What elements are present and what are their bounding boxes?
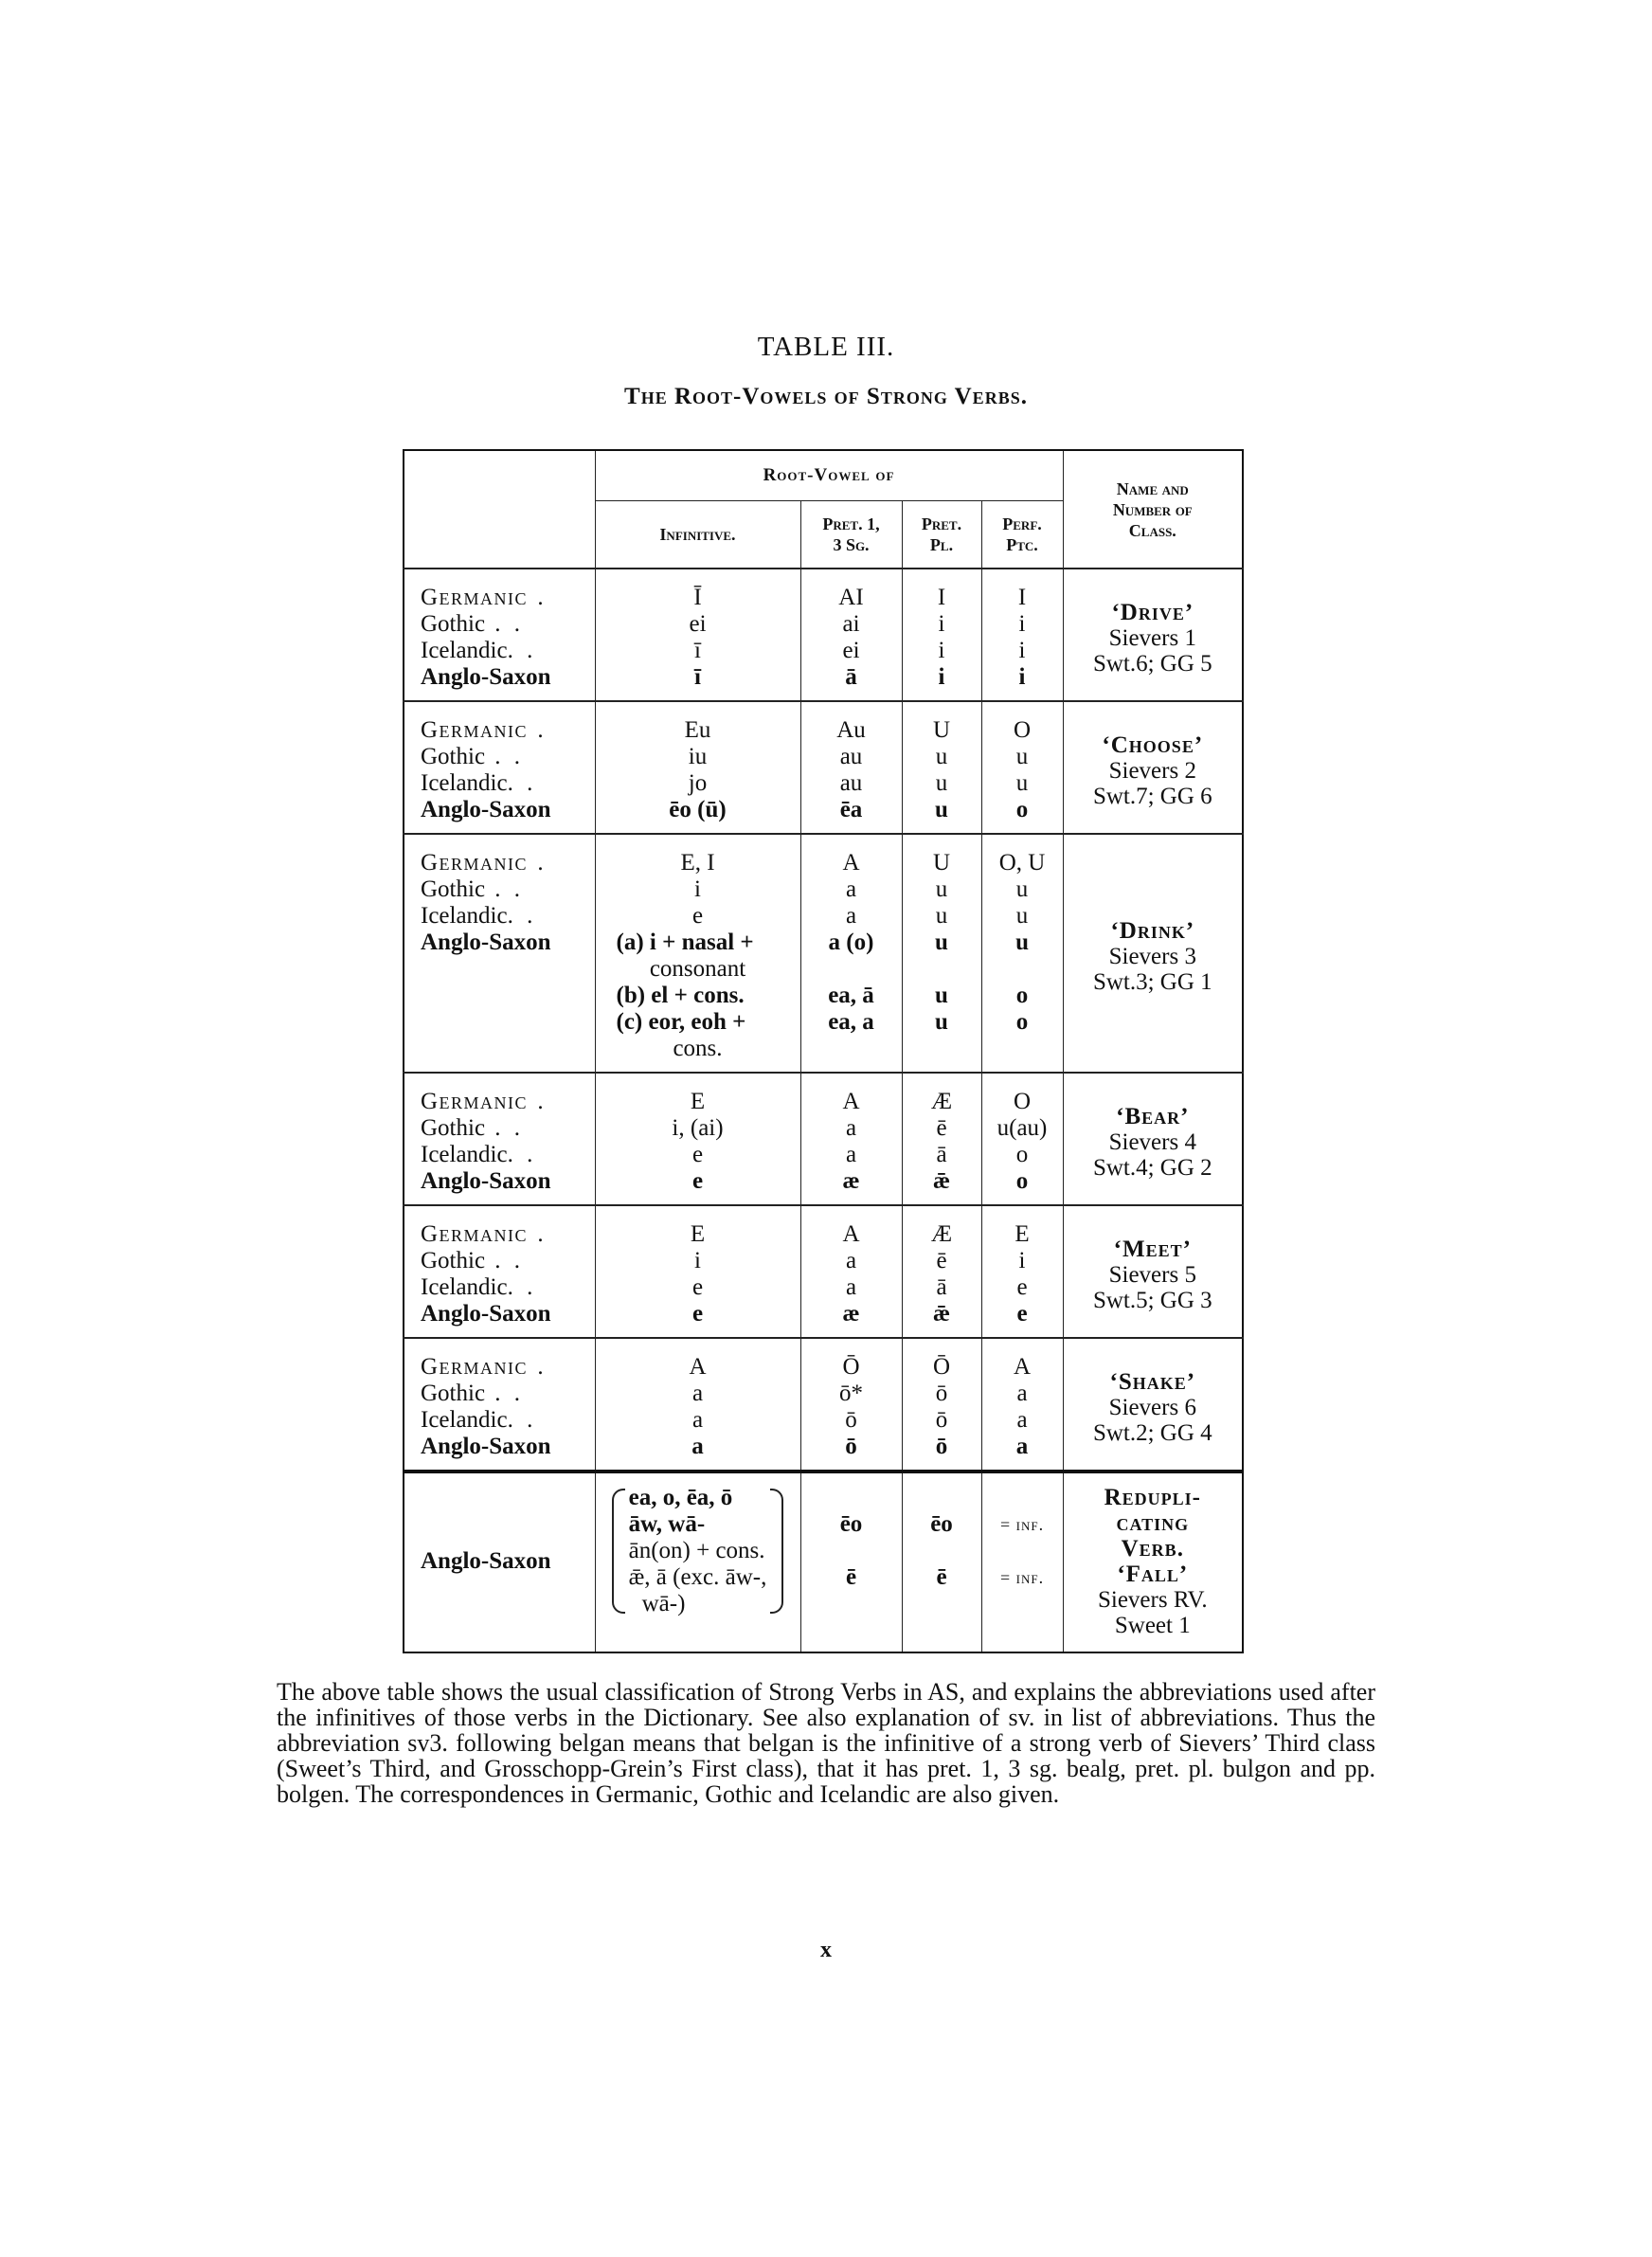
header-empty-cell bbox=[404, 450, 595, 569]
cell-value: wā-) bbox=[641, 1591, 686, 1616]
pp-cell bbox=[981, 1073, 1063, 1205]
header-pret-sg-line-2: 3 Sg. bbox=[833, 535, 870, 554]
brace-group bbox=[612, 1485, 784, 1617]
cell-value: Æ bbox=[930, 1221, 953, 1247]
cell-value: au bbox=[839, 770, 863, 796]
language-labels: Germanic . Gothic . . Icelandic. . Anglo-Saxon bbox=[404, 834, 595, 1073]
pret-pl-cell bbox=[902, 834, 981, 1073]
label-anglo-saxon: Anglo-Saxon bbox=[421, 664, 551, 690]
header-pret-sg-line-1: Pret. 1, bbox=[822, 515, 880, 533]
language-labels: Germanic . Gothic . . Icelandic. . Anglo-Saxon bbox=[404, 1205, 595, 1338]
cell-value: ei bbox=[689, 611, 707, 637]
cell-value: æ bbox=[842, 1301, 860, 1327]
class-sievers: Sievers RV. bbox=[1097, 1587, 1208, 1613]
cell-value: ǣ, ā (exc. āw-, bbox=[628, 1564, 767, 1590]
label-germanic: Germanic bbox=[421, 1089, 529, 1114]
cell-value: ān(on) + cons. bbox=[628, 1538, 765, 1563]
infinitive-cell bbox=[595, 1338, 800, 1472]
class-sweet: Swt.2; GG 4 bbox=[1092, 1419, 1212, 1446]
language-labels: Germanic . Gothic . . Icelandic. . Anglo-Saxon bbox=[404, 1073, 595, 1205]
cell-value: a bbox=[1016, 1381, 1028, 1406]
cell-value: U bbox=[932, 717, 951, 743]
cell-value: U bbox=[932, 850, 951, 876]
cell-value: a bbox=[845, 1142, 857, 1167]
cell-value: o bbox=[1015, 983, 1029, 1008]
pp-cell bbox=[981, 1205, 1063, 1338]
class-sievers: Sievers 4 bbox=[1108, 1128, 1196, 1155]
cell-value: Eu bbox=[684, 717, 711, 743]
class-name-cell bbox=[1063, 1073, 1243, 1205]
cell-value: a bbox=[845, 1248, 857, 1273]
cell-value: u bbox=[935, 983, 948, 1008]
infinitive-cell bbox=[595, 1205, 800, 1338]
infinitive-cell bbox=[595, 569, 800, 701]
label-anglo-saxon: Anglo-Saxon bbox=[421, 1301, 551, 1327]
cell-value: ēa bbox=[839, 797, 863, 822]
cell-value: e bbox=[691, 903, 704, 929]
label-gothic: Gothic bbox=[421, 744, 486, 769]
cell-value: au bbox=[839, 744, 863, 769]
cell-value: i bbox=[938, 611, 945, 637]
label-gothic: Gothic bbox=[421, 876, 486, 902]
class-name: cating bbox=[1116, 1510, 1190, 1536]
language-labels: Germanic . Gothic . . Icelandic. . Anglo-Saxon bbox=[404, 701, 595, 834]
pret-pl-cell bbox=[902, 1205, 981, 1338]
explanatory-note: The above table shows the usual classification of Strong Verbs in AS, and explains the abbreviations used after the infinitives of those verbs in the Dictionary. See also explanation of sv. in list of abbreviations. Thus the abbreviation sv3. following belgan means that belgan is the infinitive of a strong verb of Sievers’ Third class (Sweet’s Third, and Grosschopp-Grein’s First class), that it has pret. 1, 3 sg. bealg, pret. pl. bulgon and pp. bolgen. The correspondences in Germanic, Gothic and Icelandic are also given. bbox=[277, 1678, 1375, 1808]
pret-sg-cell bbox=[800, 569, 902, 701]
class-sweet: Swt.6; GG 5 bbox=[1092, 650, 1212, 677]
cell-value: u bbox=[1015, 744, 1029, 769]
cell-value: ēo bbox=[930, 1511, 953, 1537]
cell-value: ēo (ū) bbox=[669, 797, 727, 822]
cell-value: = inf. bbox=[999, 1515, 1045, 1534]
cell-value: i bbox=[1018, 1248, 1026, 1273]
cell-value: o bbox=[1015, 1142, 1029, 1167]
label-icelandic: Icelandic bbox=[421, 1407, 508, 1433]
infinitive-cell bbox=[595, 1073, 800, 1205]
cell-value: E bbox=[1015, 1221, 1030, 1247]
infinitive-cell bbox=[595, 1472, 800, 1652]
cell-value: o bbox=[1015, 797, 1029, 822]
cell-value: i bbox=[1018, 664, 1026, 690]
class-name-cell bbox=[1063, 1205, 1243, 1338]
pp-cell bbox=[981, 701, 1063, 834]
cell-value: ō bbox=[935, 1381, 948, 1406]
class-sievers: Sievers 5 bbox=[1108, 1261, 1196, 1288]
class-name-cell bbox=[1063, 834, 1243, 1073]
header-preterite-singular bbox=[800, 501, 902, 569]
pret-sg-cell bbox=[800, 1205, 902, 1338]
class-name: ‘Drive’ bbox=[1111, 599, 1194, 625]
cell-value: I bbox=[937, 585, 946, 610]
class-name-cell bbox=[1063, 1338, 1243, 1472]
cell-value: u bbox=[935, 903, 948, 929]
cell-value: O bbox=[1013, 1089, 1032, 1114]
cell-value: consonant bbox=[649, 956, 746, 982]
cell-value: e bbox=[691, 1274, 704, 1300]
cell-value: Ō bbox=[842, 1354, 860, 1380]
label-gothic: Gothic bbox=[421, 611, 486, 637]
label-gothic: Gothic bbox=[421, 1115, 486, 1141]
cell-value: ī bbox=[694, 664, 701, 690]
label-germanic: Germanic bbox=[421, 585, 529, 610]
header-name-line-1: Name and bbox=[1116, 478, 1189, 498]
cell-value: iu bbox=[688, 744, 708, 769]
infinitive-cell bbox=[595, 701, 800, 834]
header-pp-line-1: Perf. bbox=[1002, 515, 1042, 533]
class-name: ‘Drink’ bbox=[1110, 917, 1195, 944]
cell-value: u bbox=[935, 930, 948, 955]
pret-sg-cell bbox=[800, 834, 902, 1073]
class-sweet: Swt.7; GG 6 bbox=[1092, 783, 1212, 809]
header-perfect-participle bbox=[981, 501, 1063, 569]
cell-value: ā bbox=[845, 664, 857, 690]
cell-value: ō bbox=[935, 1434, 948, 1459]
cell-value: a bbox=[845, 876, 857, 902]
cell-value: E, I bbox=[680, 850, 715, 876]
cell-value: o bbox=[1015, 1168, 1029, 1194]
class-sievers: Sievers 6 bbox=[1108, 1394, 1196, 1420]
language-labels: Germanic . Gothic . . Icelandic. . Anglo-Saxon bbox=[404, 569, 595, 701]
header-root-vowel-group: Root-Vowel of bbox=[595, 450, 1063, 501]
label-anglo-saxon: Anglo-Saxon bbox=[421, 797, 551, 822]
cell-value: ā bbox=[936, 1274, 947, 1300]
label-anglo-saxon: Anglo-Saxon bbox=[421, 1168, 551, 1194]
class-sievers: Sievers 1 bbox=[1108, 624, 1196, 651]
header-infinitive: Infinitive. bbox=[595, 501, 800, 569]
cell-value: I bbox=[1017, 585, 1027, 610]
header-pret-pl-line-1: Pret. bbox=[921, 515, 962, 533]
cell-value: O, U bbox=[998, 850, 1046, 876]
label-anglo-saxon: Anglo-Saxon bbox=[421, 930, 551, 955]
header-preterite-plural bbox=[902, 501, 981, 569]
class-name: Verb. bbox=[1121, 1536, 1184, 1562]
label-anglo-saxon: Anglo-Saxon bbox=[421, 1434, 551, 1459]
cell-value: ō bbox=[845, 1434, 857, 1459]
pp-cell bbox=[981, 569, 1063, 701]
class-sweet: Swt.3; GG 1 bbox=[1092, 968, 1212, 995]
cell-value: (b) el + cons. bbox=[616, 983, 745, 1008]
cell-value: o bbox=[1015, 1009, 1029, 1035]
cell-value: e bbox=[691, 1168, 704, 1194]
language-labels bbox=[404, 1472, 595, 1652]
header-name-line-3: Class. bbox=[1128, 520, 1176, 540]
table-row-class-4 bbox=[404, 1073, 1243, 1205]
pret-pl-cell bbox=[902, 1338, 981, 1472]
cell-value: æ bbox=[842, 1168, 860, 1194]
page-number: x bbox=[820, 1938, 832, 1962]
cell-value: ea, o, ēa, ō bbox=[628, 1485, 733, 1510]
cell-value: ai bbox=[842, 611, 860, 637]
cell-value: i bbox=[938, 638, 945, 663]
table-row-class-2 bbox=[404, 701, 1243, 834]
table-row-class-6 bbox=[404, 1338, 1243, 1472]
cell-value: a bbox=[845, 1115, 857, 1141]
pret-pl-cell bbox=[902, 1472, 981, 1652]
cell-value: u bbox=[1015, 876, 1029, 902]
class-name-cell bbox=[1063, 569, 1243, 701]
cell-value: e bbox=[1016, 1301, 1028, 1327]
cell-value: i bbox=[694, 1248, 701, 1273]
label-icelandic: Icelandic bbox=[421, 770, 508, 796]
label-icelandic: Icelandic bbox=[421, 1274, 508, 1300]
cell-value: a bbox=[1015, 1434, 1029, 1459]
cell-value: u bbox=[935, 1009, 948, 1035]
class-name-cell bbox=[1063, 1472, 1243, 1652]
cell-value: ī bbox=[694, 638, 701, 663]
cell-value: u bbox=[1015, 930, 1029, 955]
class-sievers: Sievers 2 bbox=[1108, 757, 1196, 784]
cell-value: A bbox=[842, 850, 860, 876]
cell-value: AI bbox=[838, 585, 864, 610]
cell-value: Æ bbox=[930, 1089, 953, 1114]
class-sweet: Swt.5; GG 3 bbox=[1092, 1287, 1212, 1313]
pp-cell bbox=[981, 1472, 1063, 1652]
pret-pl-cell bbox=[902, 569, 981, 701]
class-name: ‘Meet’ bbox=[1113, 1236, 1192, 1262]
language-labels: Germanic . Gothic . . Icelandic. . Anglo-Saxon bbox=[404, 1338, 595, 1472]
cell-value: i bbox=[1018, 638, 1026, 663]
pp-cell bbox=[981, 834, 1063, 1073]
cell-value: ǣ bbox=[932, 1168, 951, 1194]
cell-value: ēo bbox=[839, 1511, 863, 1537]
cell-value: A bbox=[689, 1354, 707, 1380]
class-name: ‘Choose’ bbox=[1102, 731, 1204, 758]
table-row-class-5 bbox=[404, 1205, 1243, 1338]
cell-value: ē bbox=[936, 1115, 947, 1141]
cell-value: a bbox=[691, 1381, 704, 1406]
cell-value: a bbox=[845, 903, 857, 929]
cell-value: (c) eor, eoh + bbox=[616, 1009, 746, 1035]
cell-value: ō* bbox=[839, 1381, 863, 1406]
page-subtitle: The Root-Vowels of Strong Verbs. bbox=[624, 384, 1028, 409]
cell-value: e bbox=[691, 1301, 704, 1327]
cell-value: u bbox=[935, 744, 948, 769]
cell-value: u bbox=[1015, 903, 1029, 929]
table-row-class-3 bbox=[404, 834, 1243, 1073]
class-name-cell bbox=[1063, 701, 1243, 834]
class-sievers: Sievers 3 bbox=[1108, 943, 1196, 969]
class-sweet: Swt.4; GG 2 bbox=[1092, 1154, 1212, 1181]
cell-value: u bbox=[935, 876, 948, 902]
cell-value: ē bbox=[936, 1248, 947, 1273]
label-icelandic: Icelandic bbox=[421, 638, 508, 663]
cell-value: ē bbox=[936, 1564, 947, 1590]
cell-value: u(au) bbox=[997, 1115, 1048, 1141]
root-vowel-table bbox=[403, 449, 1244, 1653]
table-row-reduplicating bbox=[404, 1472, 1243, 1652]
header-pret-pl-line-2: Pl. bbox=[929, 535, 954, 554]
cell-value: āw, wā- bbox=[628, 1511, 706, 1537]
label-icelandic: Icelandic bbox=[421, 1142, 508, 1167]
header-pp-line-2: Ptc. bbox=[1006, 535, 1038, 554]
label-gothic: Gothic bbox=[421, 1248, 486, 1273]
cell-value: i bbox=[938, 664, 945, 690]
label-germanic: Germanic bbox=[421, 717, 529, 743]
cell-value: a bbox=[845, 1274, 857, 1300]
cell-value: A bbox=[1013, 1354, 1032, 1380]
cell-value: jo bbox=[688, 770, 708, 796]
cell-value: ea, ā bbox=[828, 983, 874, 1008]
cell-value: Au bbox=[836, 717, 866, 743]
table-row-class-1 bbox=[404, 569, 1243, 701]
cell-value: Ō bbox=[932, 1354, 951, 1380]
cell-value: i, (ai) bbox=[672, 1115, 724, 1141]
page-title: TABLE III. bbox=[757, 332, 895, 362]
pret-sg-cell bbox=[800, 1073, 902, 1205]
cell-value: a bbox=[1016, 1407, 1028, 1433]
pret-pl-cell bbox=[902, 701, 981, 834]
class-name: Redupli- bbox=[1104, 1485, 1201, 1510]
label-germanic: Germanic bbox=[421, 1221, 529, 1247]
cell-value: O bbox=[1013, 717, 1032, 743]
cell-value: a (o) bbox=[828, 930, 874, 955]
cell-value: = inf. bbox=[999, 1568, 1045, 1587]
header-name-line-2: Number of bbox=[1112, 499, 1193, 519]
class-name: ‘Shake’ bbox=[1109, 1368, 1196, 1395]
cell-value: i bbox=[1018, 611, 1026, 637]
cell-value: A bbox=[842, 1221, 860, 1247]
cell-value: u bbox=[935, 770, 948, 796]
pp-cell bbox=[981, 1338, 1063, 1472]
header-name-class bbox=[1063, 450, 1243, 569]
cell-value: ō bbox=[935, 1407, 948, 1433]
label-gothic: Gothic bbox=[421, 1381, 486, 1406]
cell-value: (a) i + nasal + bbox=[616, 930, 754, 955]
label-anglo-saxon: Anglo-Saxon bbox=[421, 1548, 551, 1574]
cell-value: ā bbox=[936, 1142, 947, 1167]
cell-value: ea, a bbox=[828, 1009, 874, 1035]
class-sweet: Sweet 1 bbox=[1114, 1613, 1191, 1638]
pret-pl-cell bbox=[902, 1073, 981, 1205]
label-germanic: Germanic bbox=[421, 850, 529, 876]
cell-value: cons. bbox=[673, 1036, 723, 1061]
cell-value: u bbox=[1015, 770, 1029, 796]
cell-value: a bbox=[691, 1407, 704, 1433]
cell-value: a bbox=[691, 1434, 704, 1459]
label-germanic: Germanic bbox=[421, 1354, 529, 1380]
cell-value: i bbox=[694, 876, 701, 902]
class-name: ‘Bear’ bbox=[1116, 1103, 1190, 1129]
cell-value: E bbox=[690, 1089, 706, 1114]
cell-value: ǣ bbox=[932, 1301, 951, 1327]
cell-value: e bbox=[1016, 1274, 1028, 1300]
pret-sg-cell bbox=[800, 1338, 902, 1472]
pret-sg-cell bbox=[800, 1472, 902, 1652]
cell-value: u bbox=[935, 797, 948, 822]
cell-value: ē bbox=[845, 1564, 857, 1590]
cell-value: Ī bbox=[693, 585, 702, 610]
label-icelandic: Icelandic bbox=[421, 903, 508, 929]
pret-sg-cell bbox=[800, 701, 902, 834]
cell-value: ei bbox=[842, 638, 860, 663]
cell-value: A bbox=[842, 1089, 860, 1114]
cell-value: ō bbox=[845, 1407, 857, 1433]
infinitive-cell bbox=[595, 834, 800, 1073]
cell-value: E bbox=[690, 1221, 706, 1247]
cell-value: e bbox=[691, 1142, 704, 1167]
class-name: ‘Fall’ bbox=[1117, 1562, 1189, 1587]
